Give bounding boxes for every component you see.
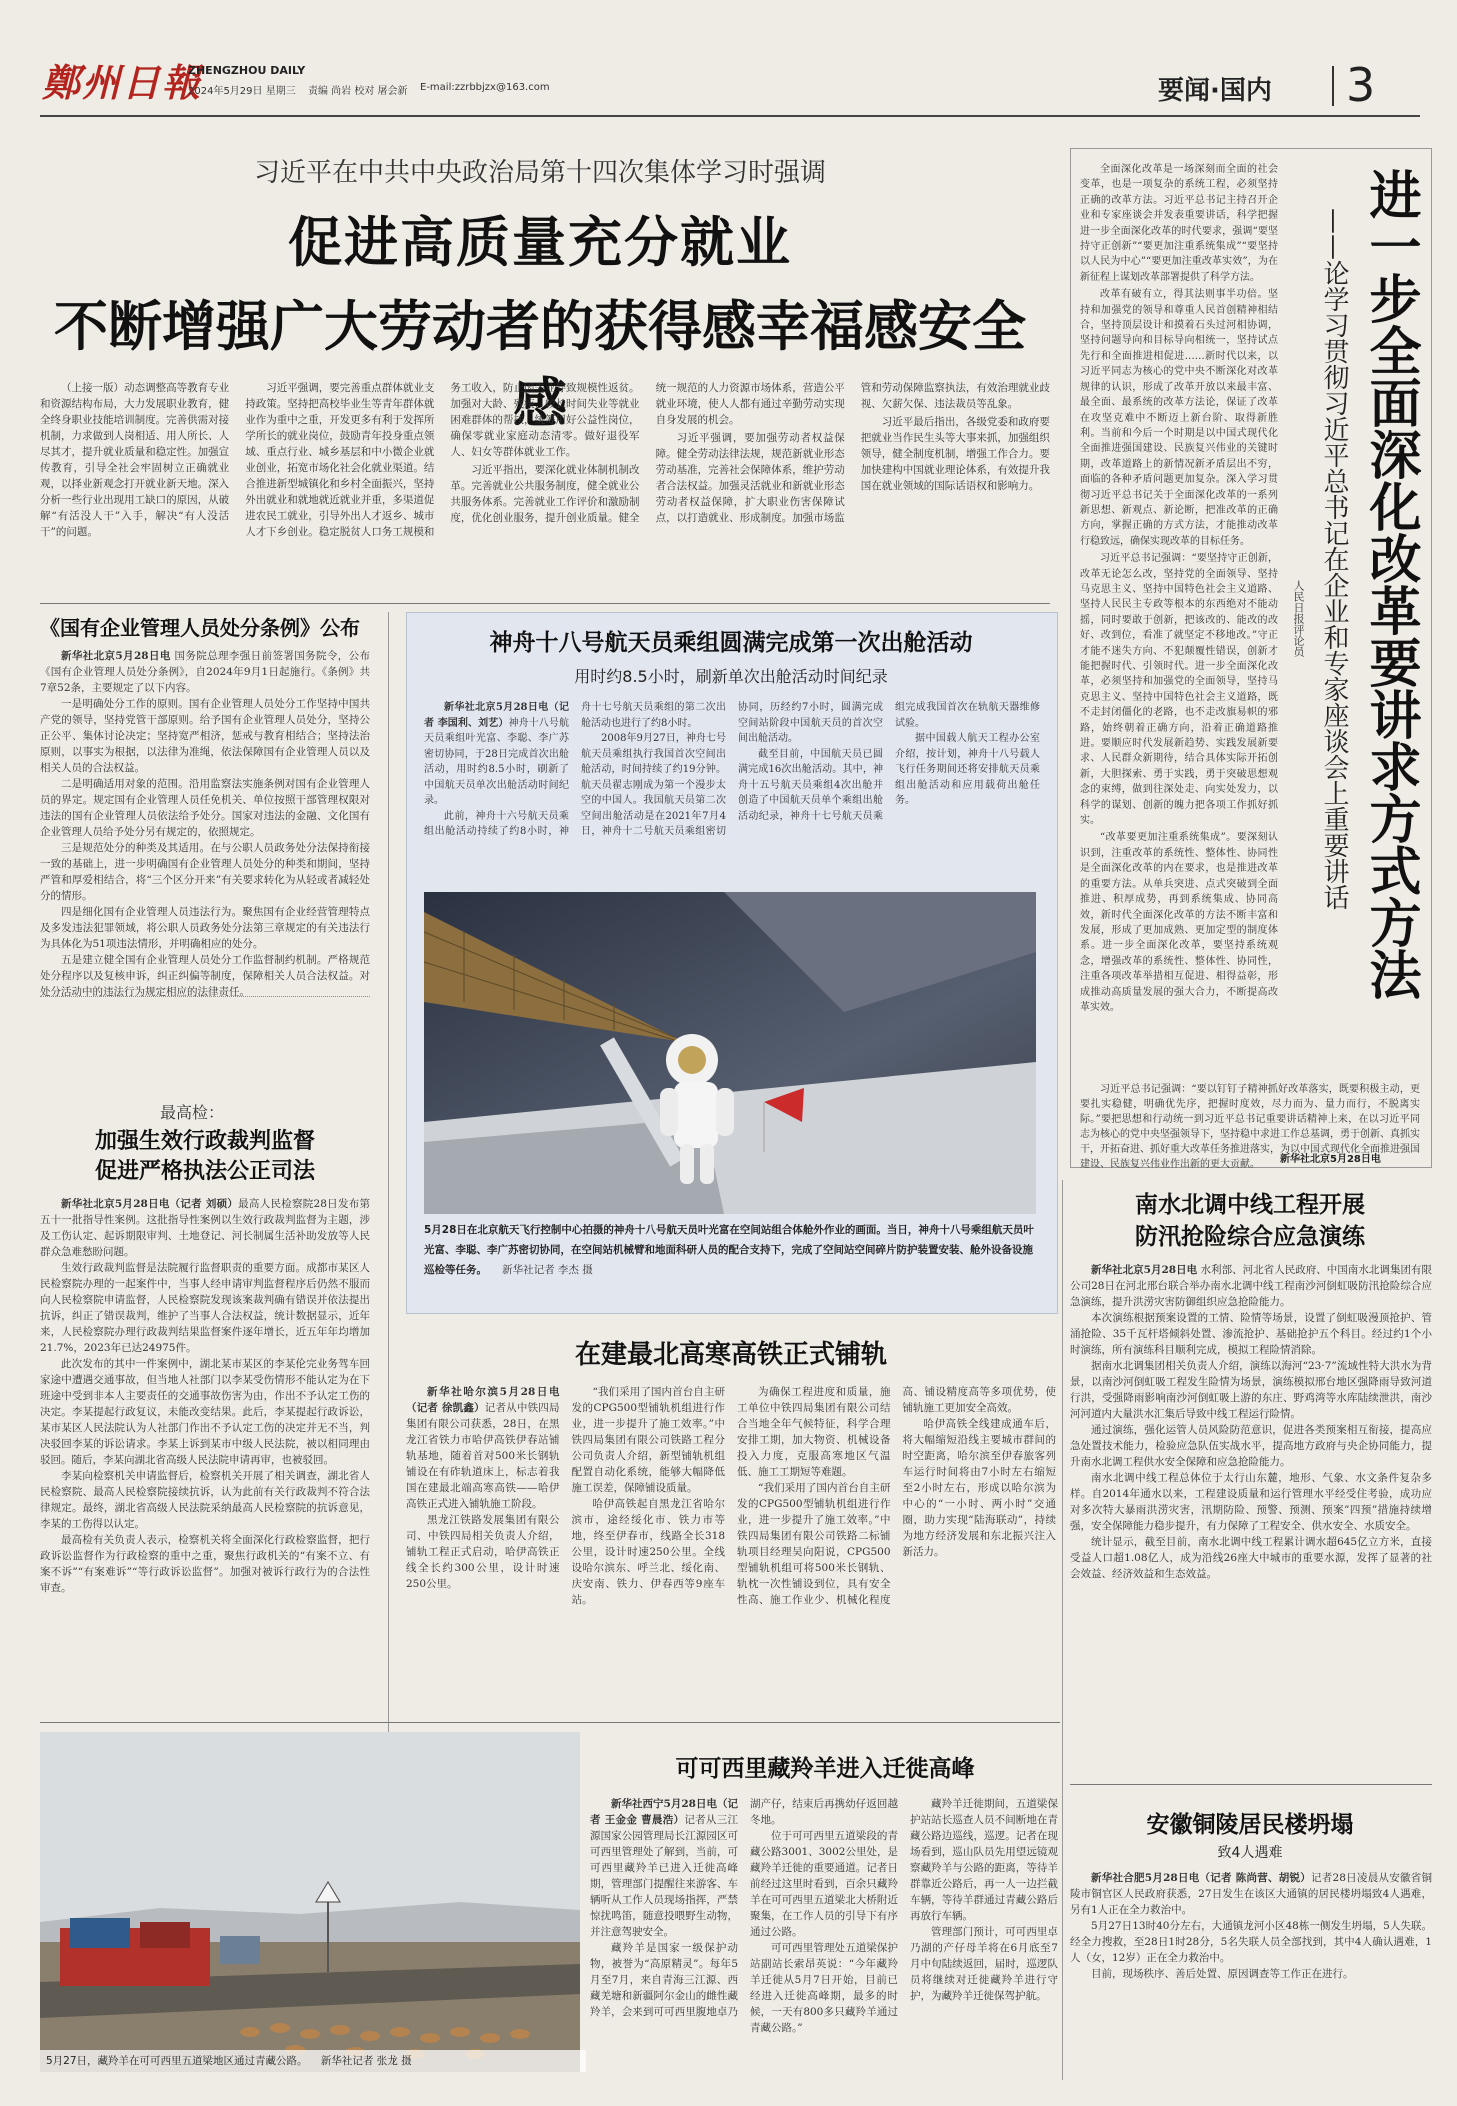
flood-headline-1: 南水北调中线工程开展 xyxy=(1135,1192,1365,1218)
railway-paragraph xyxy=(406,1384,560,1512)
antelope-paragraph: 藏羚羊迁徙期间，五道梁保护站站长巡查人员不间断地在青藏公路边巡线，巡逻。记者在现场看到，巡山队员先用望远镜观察藏羚羊与公路的距离，等待羊群靠近公路后，再一人一边拦截车辆，等待羊群通过青藏公路后再放行车辆。 xyxy=(910,1798,1058,1922)
sidebar-paragraph: 习近平总书记强调：“要坚持守正创新，改革无论怎么改，坚持党的全面领导、坚持马克思主义、坚持中国特色社会主义道路、坚持人民民主专政等根本的东西绝对不能动摇，同时要敢于创新，把该改的、能改的改好、改到位，看准了就坚定不移地改。”守正才能不迷失方向、不犯颠覆性错误，创新才能把握时代、引领时代。进一步全面深化改革，必须坚持和加强党的全面领导，坚持马克思主义、坚持中国特色社会主义道路，既不走封闭僵化的老路，也不走改旗易帜的邪路，始终朝着正确方向，沿着正确道路推进。要顺应时代发展新趋势、实践发展新要求、人民群众新期待，结合具体实际开拓创新，大胆探索、勇于实践，勇于突破思想观念的束缚，做到往深处走、向实处发力，以科学的谋划、创新的魄力把各项工作抓好抓实。 xyxy=(1080,553,1278,827)
editor-credits: 责编 尚岩 校对 屠会新 xyxy=(308,86,408,97)
antelope-paragraph: 管理部门预计，可可西里卓乃湖的产仔母羊将在6月底至7月中旬陆续返回，届时，巡逻队员将继续对迁徙藏羚羊进行守护，为藏羚羊迁徙保驾护航。 xyxy=(910,1926,1058,2002)
collapse-body xyxy=(1070,1870,1432,2076)
shenzhou-headline: 神舟十八号航天员乘组圆满完成第一次出舱活动 xyxy=(489,630,973,656)
masthead xyxy=(0,0,1457,128)
soe-paragraph xyxy=(40,648,370,696)
collapse-paragraph: 目前，现场秩序、善后处置、原因调查等工作正在进行。 xyxy=(1091,1968,1354,1980)
railway-headline: 在建最北高寒高铁正式铺轨 xyxy=(574,1340,887,1370)
soe-paragraph: 五是建立健全国有企业管理人员处分工作监督制约机制。严格规范处分程序以及复核申诉，纠正纠偏等制度，保障相关人员合法权益。对处分活动中的违法行为规定相应的法律责任。 xyxy=(40,954,370,998)
shenzhou-caption xyxy=(424,1218,1036,1306)
soe-paragraph: 一是明确处分工作的原则。国有企业管理人员处分工作坚持中国共产党的领导，坚持党管干部原则。给予国有企业管理人员处分，坚持公正公平、集体讨论决定；坚持宽严相济，惩戒与教育相结合；坚持法治原则，以事实为根据，以法律为准绳，依法保障国有企业管理人员以及相关人员的合法权益。 xyxy=(40,698,370,774)
flood-bottom-rule xyxy=(1070,1784,1432,1785)
flood-paragraph: 通过演练，强化运管人员风险防范意识，促进各类预案相互衔接，提高应急处置技术能力，检验应急队伍实战水平，提高地方政府与央企协同能力，提升南水北调工程供水安全保障和应急抢险能力。 xyxy=(1070,1424,1432,1468)
railway-paragraph: 黑龙江铁路发展集团有限公司、中铁四局相关负责人介绍，铺轨工程正式启动，哈伊高铁正线全长约300公里，设计时速250公里。 xyxy=(406,1514,560,1590)
soe-divider xyxy=(40,996,370,997)
soe-paragraph: 四是细化国有企业管理人员违法行为。聚焦国有企业经营管理特点及多发违法犯罪领域，将公职人员政务处分法第三章规定的有关违法行为具体化为51项违法情形，并明确相应的处分。 xyxy=(40,906,370,950)
shenzhou-paragraph xyxy=(424,700,569,809)
soe-headline: 《国有企业管理人员处分条例》公布 xyxy=(40,616,360,640)
lead-paragraph: 习近平强调，要加强劳动者权益保障。健全劳动法律法规，规范新就业形态劳动基准，完善社会保障体系，维护劳动者合法权益。加强灵活就业和新就业形态劳动者权益保障，扩大职业伤害保障试点，以打造就业、形成制度。加强市场监管和劳动保障监察执法，有效治理就业歧视、欠薪欠保、违法裁员等乱象。 xyxy=(655,382,1050,524)
spp-paragraph: 最高检有关负责人表示，检察机关将全面深化行政检察监督，把行政诉讼监督作为行政检察的重中之重，聚焦行政机关的“有案不立、有案不诉”“有案难诉”“等行政诉讼监督”。加强对被诉行政行为的合法性审查。 xyxy=(40,1534,370,1594)
sidebar-paragraph: 全面深化改革是一场深刻而全面的社会变革，也是一项复杂的系统工程，必须坚持正确的改革方法。习近平总书记主持召开企业和专家座谈会并发表重要讲话，科学把握进一步全面深化改革的时代要求，强调“要坚持守正创新”“要更加注重系统集成”“要坚持以人民为中心”“要更加注重改革实效”，为在新征程上谋划改革部署提供了科学方法。 xyxy=(1080,164,1278,283)
railway-paragraph: 哈伊高铁起自黑龙江省哈尔滨市，途经绥化市、铁力市等地，终至伊春市，线路全长318公里，设计时速250公里。全线设哈尔滨东、呼兰北、绥化南、庆安南、铁力、伊春西等9座车站。 xyxy=(571,1498,725,1606)
shenzhou-photo-credit: 新华社记者 李杰 摄 xyxy=(502,1264,593,1276)
sidebar-paragraph: 改革有破有立，得其法则事半功倍。坚持和加强党的领导和尊重人民首创精神相结合，坚持顶层设计和摸着石头过河相协调，坚持问题导向和目标导向相统一，坚持试点先行和全面推进相促进……新时代以来，以习近平同志为核心的党中央不断深化对改革规律的认识，形成了改革开放以来最丰富、最全面、最系统的改革方法论，保证了改革在攻坚克难中不断迈上新台阶、取得新胜利。当前和今后一个时期是以中国式现代化全面推进强国建设、民族复兴伟业的关键时期，改革道路上的新情况新矛盾层出不穷，面临的各种矛盾问题更加复杂。深入学习贯彻习近平总书记关于全面深化改革的一系列新思想、新观点、新论断，把准改革的正确方向，掌握正确的方式方法，才能推动改革行稳致远，确保实现改革的目标任务。 xyxy=(1080,289,1278,547)
shenzhou-text: 神舟十八号航天员乘组叶光富、李聪、李广苏密切协同，于28日完成首次出舱活动，用时约8.5小时，刷新了中国航天员单次出舱活动时间纪录。 xyxy=(424,717,570,806)
shenzhou-paragraph: 据中国载人航天工程办公室介绍，按计划，神舟十八号载人飞行任务期间还将安排航天员乘组出舱活动和应用载荷出舱任务。 xyxy=(895,733,1040,806)
lead-bottom-rule xyxy=(40,603,1050,604)
right-column-rule xyxy=(1062,1180,1063,2080)
shenzhou-paragraph: 此前，神舟十六号航天员乘组出舱活动持续了约8小时，神舟十七号航天员乘组的第二次出舱活动也进行了约8小时。 xyxy=(424,702,726,837)
soe-paragraph: 三是规范处分的种类及其适用。在与公职人员政务处分法保持衔接一致的基础上，进一步明确国有企业管理人员处分的种类和期间，坚持严管和厚爱相结合，将“三个区分开来”有关要求转化为从轻或者减轻处分的情形。 xyxy=(40,842,370,902)
antelope-paragraph xyxy=(590,1796,738,1940)
railway-dateline: 新华社哈尔滨5月28日电（记者 徐凯鑫） xyxy=(406,1386,560,1414)
collapse-dateline: 新华社合肥5月28日电（记者 陈尚营、胡锐） xyxy=(1091,1872,1312,1884)
spacewalk-photo xyxy=(424,892,1036,1214)
railway-paragraph: “我们采用了国内首台自主研发的CPG500型铺轨机组进行作业，进一步提升了施工效率。”中铁四局集团有限公司铁路二标铺轨项目经理吴向阳说，CPG500型铺轨机组可将500米长钢轨、轨枕一次性铺设到位，具有安全性高、施工作业少、机械化程度高、铺设精度高等多项优势，使铺轨施工更加安全高效。 xyxy=(737,1386,1056,1606)
railway-paragraph: 哈伊高铁全线建成通车后，将大幅缩短沿线主要城市群间的时空距离，哈尔滨至伊春旅客列车运行时间将由7小时左右缩短至2小时左右，形成以哈尔滨为中心的“一小时、两小时”交通圈，助力实现“陆海联动”，持续为地方经济发展和东北振兴注入新活力。 xyxy=(902,1418,1056,1558)
lead-headline-1: 促进高质量充分就业 xyxy=(288,211,792,274)
collapse-subhead: 致4人遇难 xyxy=(1217,1845,1283,1861)
spp-paragraph: 此次发布的其中一件案例中，湖北某市某区的李某伦完业务驾车回家途中遭遇交通事故，但当地人社部门以李某受伤情形不能认定为在下班途中受到非本人主要责任的交通事故伤害为由，作出不予认定工伤的决定。李某提起行政复议，未能改变结果。此后，李某提起行政诉讼，某市某区人民法院认为人社部门作出不予认定工伤的决定并无不当，判决驳回李某的诉讼请求。李某上诉到某市中级人民法院，被以相同理由驳回。随后，李某向湖北省高级人民法院申请再审，也被驳回。 xyxy=(40,1358,370,1466)
flood-paragraph: 本次演练根据预案设置的工情、险情等场景，设置了倒虹吸漫顶抢护、管涌抢险、35千瓦杆塔倾斜处置、渗流抢护、基础抢护五个科目。经过约1个小时演练，所有演练科目顺利完成，模拟工程险情消除。 xyxy=(1070,1312,1432,1356)
shenzhou-paragraph: 截至目前，中国航天员已圆满完成16次出舱活动。其中，神舟十五号航天员乘组4次出舱并创造了中国航天员单个乘组出舱活动纪录，神舟十七号航天员乘组完成我国首次在轨航天器维修试验。 xyxy=(738,702,1040,822)
collapse-headline: 安徽铜陵居民楼坍塌 xyxy=(1146,1812,1354,1838)
lead-body xyxy=(40,380,1050,600)
lead-paragraph: 习近平指出，要深化就业体制机制改革。完善就业公共服务制度，健全就业公共服务体系。完善就业工作评价和激励制度，优化创业服务，提升创业质量。健全统一规范的人力资源市场体系，营造公平就业环境，使人人都有通过辛勤劳动实现自身发展的机会。 xyxy=(450,382,845,524)
antelope-body xyxy=(590,1796,1058,2076)
spp-paragraph: 李某向检察机关申请监督后，检察机关开展了相关调查，湖北省人民检察院、最高人民检察院接续抗诉，认为此前有关行政裁判不符合法律规定。最终，湖北省高级人民法院采纳最高人民检察院的抗诉意见，李某的工伤得以认定。 xyxy=(40,1470,370,1530)
shenzhou-body xyxy=(424,700,1040,886)
spacewalk-illustration xyxy=(424,892,1036,1214)
lead-headline-2: 不断增强广大劳动者的获得感幸福感安全感 xyxy=(54,295,1026,435)
flood-paragraph: 统计显示，截至目前，南水北调中线工程累计调水超645亿立方米，直接受益人口超1.08亿人，成为沿线26座大中城市的重要水源，发挥了显著的社会效益、经济效益和生态效益。 xyxy=(1070,1536,1432,1580)
left-column-rule xyxy=(388,612,389,1732)
sidebar-title: 进一步全面深化改革要讲求方式方法 xyxy=(1360,168,1420,1000)
newspaper-logo: 鄭州日報 xyxy=(42,60,203,105)
spp-headline-2: 促进严格执法公正司法 xyxy=(94,1159,315,1184)
soe-text: 国务院总理李强日前签署国务院令，公布《国有企业管理人员处分条例》，自2024年9月1日起施行。《条例》共7章52条，主要规定了以下内容。 xyxy=(40,650,371,694)
antelope-photo xyxy=(40,1732,580,2072)
railway-bottom-rule xyxy=(40,1722,1060,1723)
collapse-text: 记者28日凌晨从安徽省铜陵市铜官区人民政府获悉，27日发生在该区大通镇的居民楼坍塌致4人遇难，另有1人正在全力救治中。 xyxy=(1070,1872,1432,1916)
sidebar-paragraph: “改革要更加注重系统集成”。要深刻认识到，注重改革的系统性、整体性、协同性是全面深化改革的内在要求，也是推进改革的重要方法。从单兵突进、点式突破到全面推进、积厚成势，再到系统集成、协同高效，新时代全面深化改革的方法不断丰富和发展，形成了更加成熟、更加定型的制度体系。进一步全面深化改革，要坚持系统观念，增强改革的系统性、整体性、协同性，注重各项改革举措相互促进、相得益彰，形成推动高质量发展的强大合力，不断提高改革实效。 xyxy=(1080,832,1278,1013)
antelope-paragraph: 位于可可西里五道梁段的青藏公路3001、3002公里处，是藏羚羊迁徙的重要通道。记者日前经过这里时看到，百余只藏羚羊在可可西里五道梁北大桥附近聚集，在工作人员的引导下有序通过公路。 xyxy=(750,1830,898,1938)
railway-body xyxy=(406,1384,1056,1714)
masthead-rule xyxy=(40,115,1420,117)
shenzhou-dateline: 新华社北京5月28日电（记者 李国利、刘艺） xyxy=(424,702,569,729)
shenzhou-subhead: 用时约8.5小时，刷新单次出舱活动时间纪录 xyxy=(574,667,888,686)
sidebar-credit: 新华社北京5月28日电 xyxy=(1280,1154,1381,1165)
antelope-caption-text: 5月27日，藏羚羊在可可西里五道梁地区通过青藏公路。 xyxy=(46,2055,308,2067)
sidebar-body xyxy=(1080,162,1278,1152)
sidebar-paragraph: 习近平总书记强调：“要以钉钉子精神抓好改革落实，既要积极主动，更要扎实稳健，明确优先序，把握时度效，尽力而为、量力而行，不脱离实际。”要把思想和行动统一到习近平总书记重要讲话精神上来，在以习近平同志为核心的党中央坚强领导下，坚持稳中求进工作总基调，勇于创新、真抓实干，开拓奋进、抓好重大改革任务推进落实，为以中国式现代化全面推进强国建设、民族复兴伟业作出新的更大贡献。 xyxy=(1080,1084,1420,1170)
antelope-headline: 可可西里藏羚羊进入迁徙高峰 xyxy=(675,1756,975,1782)
railway-paragraph: 为确保工程进度和质量，施工单位中铁四局集团有限公司结合当地全年气候特征，科学合理安排工期，加大物资、机械设备投入力度，克服高寒地区气温低、施工工期短等难题。 xyxy=(737,1386,891,1478)
spp-body xyxy=(40,1196,370,1736)
spp-kicker: 最高检： xyxy=(160,1103,225,1122)
lead-kicker: 习近平在中共中央政治局第十四次集体学习时强调 xyxy=(253,158,826,188)
spp-paragraph: 生效行政裁判监督是法院履行监督职责的重要方面。成都市某区人民检察院办理的一起案件中，当事人经申请审判监督程序后仍然不服而向人民检察院申请监督，人民检察院发现该案裁判确有错误并依法提出抗诉，纠正了错误裁判，维护了当事人合法权益，统计数据显示，近年来，人民检察院办理行政裁判结果监督案件逐年增长，近五年年均增加21.7%，2023年已达24975件。 xyxy=(40,1262,370,1354)
section-divider xyxy=(1332,66,1334,106)
spp-headline-1: 加强生效行政裁判监督 xyxy=(94,1129,315,1154)
antelope-paragraph: 可可西里管理处五道梁保护站副站长索昂英说：“今年藏羚羊迁徙从5月7日开始，目前已经进入迁徙高峰期，最多的时候，一天有800多只藏羚羊通过青藏公路。” xyxy=(750,1942,898,2034)
collapse-paragraph xyxy=(1070,1870,1432,1918)
antelope-paragraph: 藏羚羊是国家一级保护动物，被誉为“高原精灵”。每年5月至7月，来自青海三江源、西藏羌塘和新疆阿尔金山的雌性藏羚羊，会来到可可西里腹地卓乃湖产仔，结束后再携幼仔返回越冬地。 xyxy=(590,1798,898,2018)
newspaper-name-en: ZHENGZHOU DAILY xyxy=(188,64,306,77)
sidebar-subtitle: ——论学习贯彻习近平总书记在企业和专家座谈会上重要讲话 xyxy=(1319,208,1349,910)
shenzhou-caption-text: 5月28日在北京航天飞行控制中心拍摄的神舟十八号航天员叶光富在空间站组合体舱外作业的画面。当日，神舟十八号乘组航天员叶光富、李聪、李广苏密切协同，在空间站机械臂和地面科研人员的配合支持下，完成了空间站空间碎片防护装置安装、舱外设备设施巡检等任务。 xyxy=(424,1224,1034,1276)
flood-headline-2: 防汛抢险综合应急演练 xyxy=(1135,1224,1365,1250)
soe-body xyxy=(40,648,371,998)
sidebar-byline: 人民日报评论员 xyxy=(1292,580,1305,657)
soe-paragraph: 二是明确适用对象的范围。沿用监察法实施条例对国有企业管理人员的界定。规定国有企业管理人员任免机关、单位按照干部管理权限对违法的国有企业管理人员依法给予处分。国家对违法的金融、文化国有企业管理人员给予处分另有规定的，依照规定。 xyxy=(40,778,370,838)
flood-paragraph: 据南水北调集团相关负责人介绍，演练以海河“23·7”流域性特大洪水为背景，以南沙河倒虹吸工程发生险情为场景，演练模拟邢台地区强降雨导致河道行洪，受强降雨影响南沙河倒虹吸上游的东庄、野鸡湾等水库陆续泄洪，南沙河河道内大量洪水汇集后导致中线工程运行险情。 xyxy=(1070,1360,1432,1420)
antelope-dateline: 新华社西宁5月28日电（记者 王金金 曹晨浩） xyxy=(590,1798,738,1826)
lead-paragraph: 习近平最后指出，各级党委和政府要把就业当作民生头等大事来抓，加强组织领导，健全制度机制，增强工作合力。要加快建构中国就业理论体系，有效提升我国在就业领域的国际话语权和影响力。 xyxy=(860,416,1050,492)
antelope-illustration xyxy=(40,1732,580,2072)
soe-dateline: 新华社北京5月28日电 xyxy=(61,650,171,662)
section-label: 要闻·国内 xyxy=(1158,76,1272,106)
railway-text: 记者从中铁四局集团有限公司获悉，28日，在黑龙江省铁力市哈伊高铁伊春站铺轨基地，随着首对500米长钢轨铺设在有砟轨道床上，标志着我国在建最北端高寒高铁——哈伊高铁正式进入铺轨施工阶段。 xyxy=(406,1402,560,1510)
spp-text: 最高人民检察院28日发布第五十一批指导性案例。这批指导性案例以生效行政裁判监督为主题，涉及工伤认定、起诉期限审判、土地登记、河长制属生活补助发放等人民群众急难愁盼问题。 xyxy=(40,1198,370,1258)
railway-paragraph: “我们采用了国内首台自主研发的CPG500型铺轨机组进行作业，进一步提升了施工效率。”中铁四局集团有限公司铁路工程分公司负责人介绍，新型铺轨机组配置自动化系统，能够大幅降低施工误差，保障铺设质量。 xyxy=(571,1386,725,1494)
spp-paragraph xyxy=(40,1196,370,1260)
contact-email: E-mail:zzrbbjzx@163.com xyxy=(420,82,550,93)
collapse-paragraph: 5月27日13时40分左右，大通镇龙河小区48栋一侧发生坍塌，5人失联。经全力搜救，至28日1时28分，5名失联人员全部找到，其中4人确认遇难，1人（女，12岁）正在全力救治中。 xyxy=(1070,1920,1432,1964)
antelope-text: 记者从三江源国家公园管理局长江源园区可可西里管理处了解到，当前，可可西里藏羚羊已进入迁徙高峰期，管理部门提醒往来游客、车辆听从工作人员现场指挥，严禁惊扰鸣笛，随意投喂野生动物，并注意驾驶安全。 xyxy=(590,1814,739,1938)
issue-date: 2024年5月29日 星期三 xyxy=(188,86,296,97)
flood-paragraph xyxy=(1070,1262,1432,1310)
lead-paragraph: （上接一版）动态调整高等教育专业和资源结构布局，大力发展职业教育，健全终身职业技能培训制度。完善供需对接机制，力求做到人岗相适、用人所长、人尽其才，提升就业质量和稳定性。加强宣传教育，引导全社会牢固树立正确就业观，以择业新观念打开就业新天地。深入分析一些行业出现用工缺口的原因，从破解“有活没人干”入手，解决“有人没活干”的问题。 xyxy=(40,382,230,538)
flood-text: 水利部、河北省人民政府、中国南水北调集团有限公司28日在河北邢台联合举办南水北调中线工程南沙河倒虹吸防汛抢险综合应急演练，提升洪涝灾害防御组织应急抢险能力。 xyxy=(1070,1264,1433,1308)
flood-paragraph: 南水北调中线工程总体位于太行山东麓，地形、气象、水文条件复杂多样。自2014年通水以来，工程建设质量和运行管理水平经受住考验，成功应对多次特大暴雨洪涝灾害，汛期防险、预警、预测、预案”四预”措施持续增强，安全保障能力稳步提升，有力保障了工程安全、供水安全、水质安全。 xyxy=(1070,1472,1432,1532)
antelope-caption xyxy=(40,2050,586,2072)
lead-paragraph: 习近平强调，要完善重点群体就业支持政策。坚持把高校毕业生等青年群体就业作为重中之重，开发更多有利于发挥所学所长的就业岗位，鼓励青年投身重点领域、重点行业、城乡基层和中小微企业就业创业，拓宽市场化社会化就业渠道。结合推进新型城镇化和乡村全面振兴，坚持外出就业和就地就近就业并重，多渠道促进农民工就业，引导外出人才返乡、城市人才下乡创业。稳定脱贫人口务工规模和务工收入，防止因失业导致规模性返贫。加强对大龄、残疾、较长时间失业等就业困难群体的帮扶，统筹用好公益性岗位，确保零就业家庭动态清零。做好退役军人、妇女等群体就业工作。 xyxy=(245,382,640,538)
flood-dateline: 新华社北京5月28日电 xyxy=(1091,1264,1198,1276)
shenzhou-paragraph: 2008年9月27日，神舟七号航天员乘组执行我国首次空间出舱活动，时间持续了约19分钟。航天员翟志刚成为第一个漫步太空的中国人。我国航天员第二次空间出舱活动是在2021年7月4日，神舟十二号航天员乘组密切协同，历经约7小时，圆满完成空间站阶段中国航天员的首次空间出舱活动。 xyxy=(581,702,883,837)
page-number: 3 xyxy=(1346,58,1376,112)
flood-body xyxy=(1070,1262,1432,1772)
spp-dateline: 新华社北京5月28日电（记者 刘硕） xyxy=(61,1198,239,1210)
antelope-photo-credit: 新华社记者 张龙 摄 xyxy=(320,2055,412,2067)
